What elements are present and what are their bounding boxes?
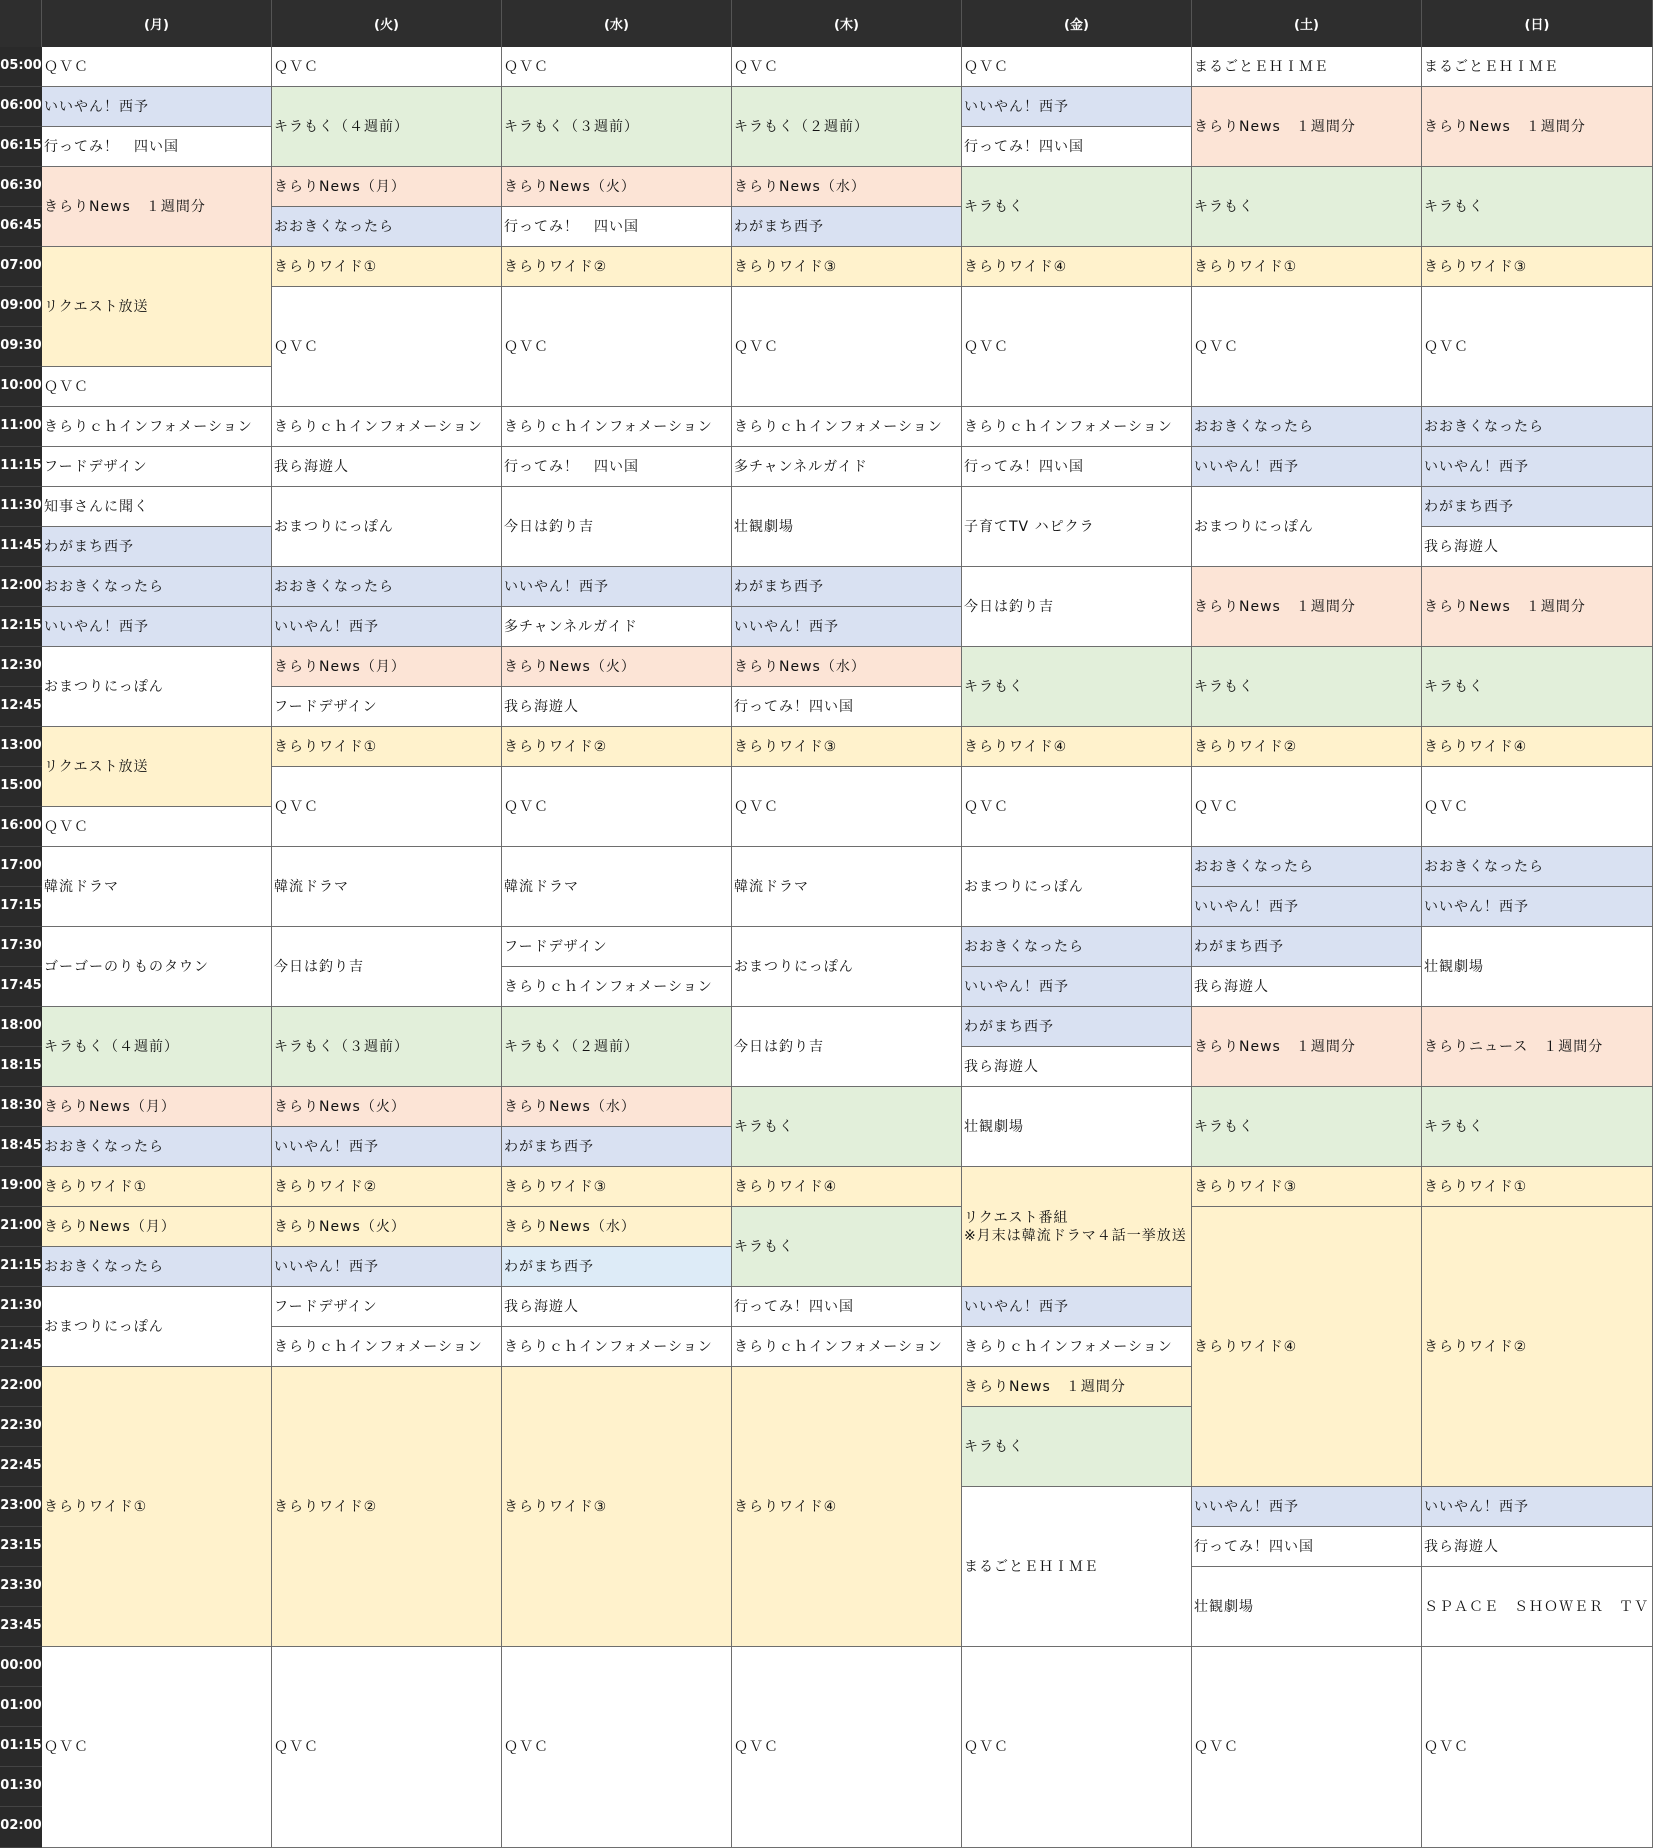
program-cell[interactable]: いいやん！西予 (962, 967, 1192, 1007)
day-header-mon: (月) (42, 0, 272, 47)
program-cell[interactable]: きらりワイド④ (962, 247, 1192, 287)
program-cell[interactable]: きらりNews（月） (42, 1207, 272, 1247)
program-cell[interactable]: きらりNews １週間分 (1192, 567, 1422, 647)
program-cell[interactable]: 行ってみ！四い国 (962, 127, 1192, 167)
program-cell[interactable]: ＱＶＣ (962, 287, 1192, 407)
time-label: 12:30 (0, 647, 42, 687)
time-label: 01:00 (0, 1687, 42, 1727)
program-cell[interactable]: きらりｃｈインフォメーション (502, 1327, 732, 1367)
time-label: 06:45 (0, 207, 42, 247)
program-cell[interactable]: きらりｃｈインフォメーション (502, 967, 732, 1007)
time-label: 17:30 (0, 927, 42, 967)
program-cell[interactable]: きらりワイド④ (1422, 727, 1653, 767)
time-label: 01:30 (0, 1767, 42, 1807)
program-cell[interactable]: フードデザイン (272, 1287, 502, 1327)
program-cell[interactable]: きらりNews（水） (732, 167, 962, 207)
time-label: 12:00 (0, 567, 42, 607)
program-cell[interactable]: きらりワイド② (502, 247, 732, 287)
program-cell[interactable]: おまつりにっぽん (42, 647, 272, 727)
time-label: 13:00 (0, 727, 42, 767)
program-cell[interactable]: キラもく (962, 1407, 1192, 1487)
program-cell[interactable]: 壮観劇場 (1422, 927, 1653, 1007)
program-cell[interactable]: いいやん！西予 (1192, 447, 1422, 487)
time-label: 01:15 (0, 1727, 42, 1767)
program-cell[interactable]: わがまち西予 (42, 527, 272, 567)
program-cell[interactable]: 多チャンネルガイド (502, 607, 732, 647)
program-cell[interactable]: フードデザイン (42, 447, 272, 487)
program-cell[interactable]: きらりNews（月） (272, 647, 502, 687)
program-cell[interactable]: 今日は釣り吉 (502, 487, 732, 567)
program-cell[interactable]: キラもく（４週前） (42, 1007, 272, 1087)
program-cell[interactable]: ＱＶＣ (962, 1647, 1192, 1848)
time-label: 21:00 (0, 1207, 42, 1247)
time-label: 21:30 (0, 1287, 42, 1327)
time-label: 17:15 (0, 887, 42, 927)
program-cell[interactable]: きらりｃｈインフォメーション (732, 407, 962, 447)
program-cell[interactable]: おまつりにっぽん (272, 487, 502, 567)
program-cell[interactable]: ＱＶＣ (272, 287, 502, 407)
program-cell[interactable]: キラもく (732, 1207, 962, 1287)
time-label: 00:00 (0, 1647, 42, 1687)
program-cell[interactable]: 知事さんに聞く (42, 487, 272, 527)
day-header-thu: (木) (732, 0, 962, 47)
program-cell[interactable]: ＱＶＣ (502, 47, 732, 87)
program-cell[interactable]: きらりｃｈインフォメーション (42, 407, 272, 447)
time-label: 11:00 (0, 407, 42, 447)
program-cell[interactable]: きらりNews １週間分 (1192, 1007, 1422, 1087)
program-cell[interactable]: きらりワイド④ (962, 727, 1192, 767)
time-label: 09:30 (0, 327, 42, 367)
program-cell[interactable]: きらりワイド③ (502, 1367, 732, 1647)
program-cell[interactable]: 壮観劇場 (732, 487, 962, 567)
program-cell[interactable]: わがまち西予 (732, 567, 962, 607)
program-cell[interactable]: きらりワイド① (42, 1367, 272, 1647)
program-cell[interactable]: いいやん！西予 (962, 1287, 1192, 1327)
program-cell[interactable]: 今日は釣り吉 (272, 927, 502, 1007)
program-cell[interactable]: 壮観劇場 (1192, 1567, 1422, 1647)
program-cell[interactable]: フードデザイン (272, 687, 502, 727)
program-cell[interactable]: きらりワイド① (42, 1167, 272, 1207)
program-cell[interactable]: きらりNews（火） (272, 1207, 502, 1247)
program-cell[interactable]: 子育てTV ハピクラ (962, 487, 1192, 567)
program-cell[interactable]: キラもく (1422, 1087, 1653, 1167)
program-cell[interactable]: きらりNews（水） (502, 1207, 732, 1247)
time-label: 18:30 (0, 1087, 42, 1127)
program-cell[interactable]: きらりNews（水） (732, 647, 962, 687)
program-cell[interactable]: いいやん！西予 (962, 87, 1192, 127)
program-cell[interactable]: きらりワイド③ (1422, 247, 1653, 287)
program-cell[interactable]: きらりワイド② (1192, 727, 1422, 767)
program-cell[interactable]: 韓流ドラマ (732, 847, 962, 927)
program-cell[interactable]: いいやん！西予 (1422, 1487, 1653, 1527)
program-cell[interactable]: わがまち西予 (1422, 487, 1653, 527)
program-cell[interactable]: キラもく (1422, 647, 1653, 727)
day-header-tue: (火) (272, 0, 502, 47)
program-cell[interactable]: いいやん！西予 (732, 607, 962, 647)
program-cell[interactable]: きらりｃｈインフォメーション (502, 407, 732, 447)
time-label: 10:00 (0, 367, 42, 407)
time-label: 12:15 (0, 607, 42, 647)
time-label: 19:00 (0, 1167, 42, 1207)
time-label: 16:00 (0, 807, 42, 847)
program-cell[interactable]: 行ってみ！四い国 (962, 447, 1192, 487)
program-cell[interactable]: ＱＶＣ (732, 287, 962, 407)
day-header-sun: (日) (1422, 0, 1653, 47)
program-cell[interactable]: ＱＶＣ (962, 767, 1192, 847)
program-cell[interactable]: きらりワイド① (1422, 1167, 1653, 1207)
program-cell[interactable]: おまつりにっぽん (42, 1287, 272, 1367)
time-label: 11:15 (0, 447, 42, 487)
time-label: 11:45 (0, 527, 42, 567)
day-header-sat: (土) (1192, 0, 1422, 47)
program-cell[interactable]: きらりNews １週間分 (1192, 87, 1422, 167)
program-cell[interactable]: 我ら海遊人 (272, 447, 502, 487)
program-cell[interactable]: キラもく (1192, 167, 1422, 247)
program-cell[interactable]: 行ってみ！四い国 (732, 1287, 962, 1327)
program-cell[interactable]: キラもく (962, 647, 1192, 727)
program-cell[interactable]: きらりワイド③ (732, 247, 962, 287)
time-label: 22:30 (0, 1407, 42, 1447)
program-cell[interactable]: まるごとＥＨＩＭＥ (1192, 47, 1422, 87)
time-label: 23:30 (0, 1567, 42, 1607)
time-label: 07:00 (0, 247, 42, 287)
program-cell[interactable]: 我ら海遊人 (1192, 967, 1422, 1007)
program-cell[interactable]: いいやん！西予 (1192, 887, 1422, 927)
time-label: 15:00 (0, 767, 42, 807)
program-cell[interactable]: 行ってみ！四い国 (1192, 1527, 1422, 1567)
program-cell[interactable]: ＱＶＣ (272, 767, 502, 847)
program-cell[interactable]: ＱＶＣ (1192, 1647, 1422, 1848)
program-cell[interactable]: ＱＶＣ (1422, 767, 1653, 847)
program-cell[interactable]: ＱＶＣ (732, 1647, 962, 1848)
program-cell[interactable]: おおきくなったら (1192, 847, 1422, 887)
program-cell[interactable]: おおきくなったら (42, 1247, 272, 1287)
program-cell[interactable]: おおきくなったら (1422, 407, 1653, 447)
program-cell[interactable]: ＱＶＣ (272, 47, 502, 87)
time-label: 06:15 (0, 127, 42, 167)
program-cell[interactable]: 行ってみ！ 四い国 (502, 207, 732, 247)
program-cell[interactable]: 今日は釣り吉 (962, 567, 1192, 647)
time-label: 21:15 (0, 1247, 42, 1287)
time-label: 06:30 (0, 167, 42, 207)
program-cell[interactable]: きらりｃｈインフォメーション (272, 1327, 502, 1367)
time-label: 11:30 (0, 487, 42, 527)
program-cell[interactable]: ゴーゴーのりものタウン (42, 927, 272, 1007)
program-cell[interactable]: ＱＶＣ (962, 47, 1192, 87)
program-cell[interactable]: まるごとＥＨＩＭＥ (1422, 47, 1653, 87)
program-cell[interactable]: きらりNews（水） (502, 1087, 732, 1127)
program-cell[interactable]: キラもく (1422, 167, 1653, 247)
time-label: 06:00 (0, 87, 42, 127)
program-cell[interactable]: いいやん！西予 (42, 87, 272, 127)
program-cell[interactable]: 壮観劇場 (962, 1087, 1192, 1167)
program-cell[interactable]: ＱＶＣ (42, 47, 272, 87)
time-label: 02:00 (0, 1807, 42, 1848)
program-cell[interactable]: 今日は釣り吉 (732, 1007, 962, 1087)
time-label: 09:00 (0, 287, 42, 327)
program-cell[interactable]: いいやん！西予 (42, 607, 272, 647)
program-cell[interactable]: 行ってみ！ 四い国 (42, 127, 272, 167)
program-cell[interactable]: きらりワイド① (1192, 247, 1422, 287)
program-cell[interactable]: きらりNews １週間分 (1422, 87, 1653, 167)
program-cell[interactable]: きらりワイド② (272, 1367, 502, 1647)
program-cell[interactable]: きらりNews（火） (502, 647, 732, 687)
program-cell[interactable]: 我ら海遊人 (502, 1287, 732, 1327)
time-label: 18:45 (0, 1127, 42, 1167)
program-cell[interactable]: おおきくなったら (42, 567, 272, 607)
program-cell[interactable]: ＱＶＣ (732, 767, 962, 847)
time-label: 22:00 (0, 1367, 42, 1407)
program-cell[interactable]: 多チャンネルガイド (732, 447, 962, 487)
time-label: 12:45 (0, 687, 42, 727)
program-cell[interactable]: きらりワイド② (502, 727, 732, 767)
program-cell[interactable]: きらりNews（月） (272, 167, 502, 207)
time-label: 23:00 (0, 1487, 42, 1527)
time-label: 18:00 (0, 1007, 42, 1047)
program-cell[interactable]: いいやん！西予 (272, 607, 502, 647)
program-cell[interactable]: きらりｃｈインフォメーション (962, 1327, 1192, 1367)
program-cell[interactable]: きらりNews １週間分 (962, 1367, 1192, 1407)
program-cell[interactable]: 行ってみ！四い国 (732, 687, 962, 727)
program-cell[interactable]: リクエスト放送 (42, 727, 272, 807)
program-cell[interactable]: 我ら海遊人 (1422, 1527, 1653, 1567)
program-cell[interactable]: ＱＶＣ (1192, 287, 1422, 407)
program-cell[interactable]: ＱＶＣ (1192, 767, 1422, 847)
program-cell[interactable]: いいやん！西予 (1422, 887, 1653, 927)
program-cell[interactable]: いいやん！西予 (272, 1127, 502, 1167)
program-cell[interactable]: きらりワイド① (272, 727, 502, 767)
program-cell[interactable]: キラもく (732, 1087, 962, 1167)
program-cell[interactable]: わがまち西予 (502, 1247, 732, 1287)
program-cell[interactable]: きらりｃｈインフォメーション (732, 1327, 962, 1367)
program-cell[interactable]: きらりワイド④ (732, 1167, 962, 1207)
program-cell[interactable]: 韓流ドラマ (272, 847, 502, 927)
program-cell[interactable]: ＱＶＣ (732, 47, 962, 87)
program-cell[interactable]: 我ら海遊人 (1422, 527, 1653, 567)
corner-header (0, 0, 42, 47)
program-cell[interactable]: キラもく (962, 167, 1192, 247)
program-cell[interactable]: リクエスト番組 ※月末は韓流ドラマ４話一挙放送 (962, 1167, 1192, 1287)
program-cell[interactable]: ＱＶＣ (42, 1647, 272, 1848)
program-cell[interactable]: きらりｃｈインフォメーション (962, 407, 1192, 447)
program-cell[interactable]: わがまち西予 (732, 207, 962, 247)
program-cell[interactable]: 我ら海遊人 (502, 687, 732, 727)
program-cell[interactable]: おおきくなったら (1422, 847, 1653, 887)
program-cell[interactable]: きらりNews １週間分 (1422, 567, 1653, 647)
program-cell[interactable]: きらりｃｈインフォメーション (272, 407, 502, 447)
time-label: 21:45 (0, 1327, 42, 1367)
time-label: 17:45 (0, 967, 42, 1007)
program-cell[interactable]: きらりワイド③ (1192, 1167, 1422, 1207)
program-cell[interactable]: わがまち西予 (962, 1007, 1192, 1047)
program-cell[interactable]: ＱＶＣ (272, 1647, 502, 1848)
program-cell[interactable]: いいやん！西予 (502, 567, 732, 607)
program-cell[interactable]: フードデザイン (502, 927, 732, 967)
program-cell[interactable]: わがまち西予 (502, 1127, 732, 1167)
program-cell[interactable]: きらりワイド③ (732, 727, 962, 767)
program-cell[interactable]: キラもく（２週前） (502, 1007, 732, 1087)
program-cell[interactable]: きらりワイド① (272, 247, 502, 287)
program-cell[interactable]: 韓流ドラマ (42, 847, 272, 927)
program-cell[interactable]: ＱＶＣ (1422, 287, 1653, 407)
program-cell[interactable]: きらりワイド② (272, 1167, 502, 1207)
program-cell[interactable]: キラもく（３週前） (502, 87, 732, 167)
time-label: 05:00 (0, 47, 42, 87)
program-cell[interactable]: ＱＶＣ (42, 367, 272, 407)
program-cell[interactable]: まるごとＥＨＩＭＥ (962, 1487, 1192, 1647)
program-cell[interactable]: 行ってみ！ 四い国 (502, 447, 732, 487)
time-label: 23:15 (0, 1527, 42, 1567)
program-cell[interactable]: きらりワイド④ (1192, 1207, 1422, 1487)
program-cell[interactable]: おおきくなったら (42, 1127, 272, 1167)
program-cell[interactable]: おおきくなったら (962, 927, 1192, 967)
time-label: 18:15 (0, 1047, 42, 1087)
program-cell[interactable]: キラもく (1192, 1087, 1422, 1167)
program-cell[interactable]: きらりワイド② (1422, 1207, 1653, 1487)
program-cell[interactable]: きらりNews（月） (42, 1087, 272, 1127)
program-cell[interactable]: きらりNews（火） (502, 167, 732, 207)
program-cell[interactable]: おおきくなったら (272, 207, 502, 247)
program-cell[interactable]: きらりニュース １週間分 (1422, 1007, 1653, 1087)
program-cell[interactable]: ＱＶＣ (502, 767, 732, 847)
program-cell[interactable]: きらりワイド③ (502, 1167, 732, 1207)
program-cell[interactable]: ＳＰＡＣＥ ＳＨＯＷＥＲ ＴＶ (1422, 1567, 1653, 1647)
program-cell[interactable]: 我ら海遊人 (962, 1047, 1192, 1087)
program-cell[interactable]: いいやん！西予 (272, 1247, 502, 1287)
program-cell[interactable]: わがまち西予 (1192, 927, 1422, 967)
program-cell[interactable]: おまつりにっぽん (962, 847, 1192, 927)
program-cell[interactable]: ＱＶＣ (502, 287, 732, 407)
program-cell[interactable]: キラもく（４週前） (272, 87, 502, 167)
program-cell[interactable]: おまつりにっぽん (1192, 487, 1422, 567)
program-cell[interactable]: いいやん！西予 (1422, 447, 1653, 487)
time-label: 17:00 (0, 847, 42, 887)
program-cell[interactable]: いいやん！西予 (1192, 1487, 1422, 1527)
program-cell[interactable]: きらりワイド④ (732, 1367, 962, 1647)
program-cell[interactable]: ＱＶＣ (42, 807, 272, 847)
program-cell[interactable]: キラもく（２週前） (732, 87, 962, 167)
program-cell[interactable]: ＱＶＣ (502, 1647, 732, 1848)
program-cell[interactable]: リクエスト放送 (42, 247, 272, 367)
day-header-fri: (金) (962, 0, 1192, 47)
program-cell[interactable]: おまつりにっぽん (732, 927, 962, 1007)
program-cell[interactable]: おおきくなったら (272, 567, 502, 607)
program-cell[interactable]: きらりNews（火） (272, 1087, 502, 1127)
time-label: 22:45 (0, 1447, 42, 1487)
time-label: 23:45 (0, 1607, 42, 1647)
program-cell[interactable]: 韓流ドラマ (502, 847, 732, 927)
program-cell[interactable]: キラもく (1192, 647, 1422, 727)
program-cell[interactable]: きらりNews １週間分 (42, 167, 272, 247)
program-cell[interactable]: おおきくなったら (1192, 407, 1422, 447)
program-cell[interactable]: ＱＶＣ (1422, 1647, 1653, 1848)
program-cell[interactable]: キラもく（３週前） (272, 1007, 502, 1087)
day-header-wed: (水) (502, 0, 732, 47)
